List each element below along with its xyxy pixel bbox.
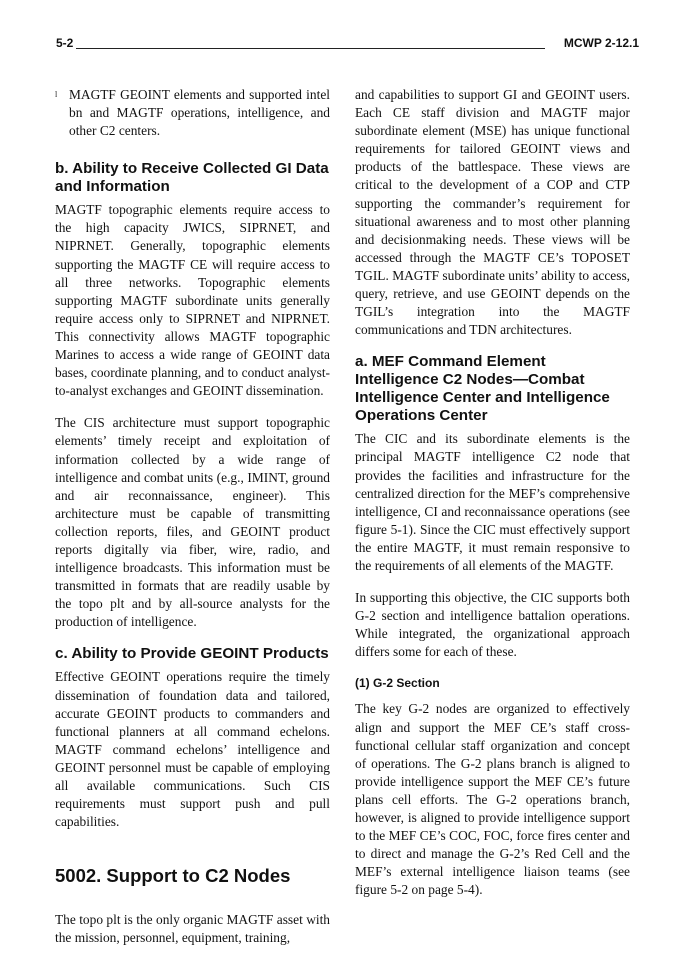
paragraph-b2: The CIS architecture must support topographic elements’ timely receipt and exploitation of information collected by a wide range of intelligence and combat units (e.g., IMINT, ground and air reconnaissance, engineer). This architecture must be capable of transmitting collection reports, files, and GEOINT product reports digitally via fiber, wire, radio, and intelligence broadcasts. This information must be transmitted in formats that are readily usable by the topo plt and by all-source analysts for the production of intelligence. (55, 415, 330, 630)
right-column (355, 86, 630, 913)
paragraph-c: Effective GEOINT operations require the timely dissemination of foundation data and tailored, accurate GEOINT products to commanders and functional planners at all command echelons. MAGTF command echelons’ intelligence and GEOINT personnel must be capable of employing all available communications. Such CIS requirements must support push and pull capabilities. (55, 669, 330, 830)
heading-c: c. Ability to Provide GEOINT Products (55, 645, 329, 663)
paragraph-b1: MAGTF topographic elements require access to the high capacity JWICS, SIPRNET, and NIPRNET. Generally, topographic elements supporting the MAGTF CE will require access to all three networks. Topographic elements supporting MAGTF subordinate units generally require access only to SIPRNET and NIPRNET. This connectivity allows MAGTF topographic Marines to access a wide range of GEOINT data bases, coordinate planning, and to conduct analyst-to-analyst exchanges and GEOINT dissemination. (55, 202, 330, 399)
paragraph-continued: and capabilities to support GI and GEOINT users. Each CE staff division and MAGTF major subordinate element (MSE) has unique functional requirements for tailored GEOINT views and products of the battlespace. These views are critical to the development of a COP and CTP supporting the commander’s requirement for situational awareness and to most other planning and decisionmaking needs. These views will be accessed through the MAGTF CE’s TOPOSET TGIL. MAGTF subordinate units’ ability to access, query, retrieve, and use GEOINT depends on the TGIL’s integration into the MAGTF communications and TDN architectures. (355, 87, 630, 338)
document-id: MCWP 2-12.1 (563, 36, 639, 50)
bullet-text: MAGTF GEOINT elements and supported intel bn and MAGTF operations, intelligence, and other C2 centers. (69, 87, 330, 139)
page-number: 5-2 (56, 36, 74, 50)
paragraph-a2: In supporting this objective, the CIC supports both G-2 section and intelligence battalion operations. While integrated, the organizational approach differs some for each of these. (355, 590, 630, 660)
heading-b: b. Ability to Receive Collected GI Data and Information (55, 160, 329, 196)
section-heading-5002: 5002. Support to C2 Nodes (55, 865, 291, 887)
bullet-mark: l (55, 90, 58, 99)
left-column (55, 86, 330, 961)
bullet-item (55, 86, 330, 140)
subheading-g2-section: (1) G-2 Section (355, 676, 440, 691)
paragraph-a1: The CIC and its subordinate elements is the principal MAGTF intelligence C2 node that provides the facilities and infrastructure for the centralized direction for the MEF’s comprehensive intelligence, CI and reconnaissance operations (see figure 5-1). Since the CIC must effectively support the entire MAGTF, it must remain responsive to the requirements of all elements of the MAGTF. (355, 431, 630, 573)
header-rule (76, 48, 545, 49)
paragraph-g2: The key G-2 nodes are organized to effectively align and support the MEF CE’s staff cross-functional cellular staff organization and concept of operations. The G-2 plans branch is aligned to provide intelligence support the MEF CE’s future plans cell efforts. The G-2 operations branch, however, is aligned to provide intelligence support to the MEF CE’s COC, FOC, force fires center and to direct and manage the G-2’s Red Cell and the MEF’s external intelligence liaison teams (see figure 5-2 on page 5-4). (355, 701, 630, 898)
paragraph-5002: The topo plt is the only organic MAGTF asset with the mission, personnel, equipment, training, (55, 912, 330, 946)
heading-a: a. MEF Command Element Intelligence C2 Nodes—Combat Intelligence Center and Intelligence Operations Center (355, 353, 610, 425)
